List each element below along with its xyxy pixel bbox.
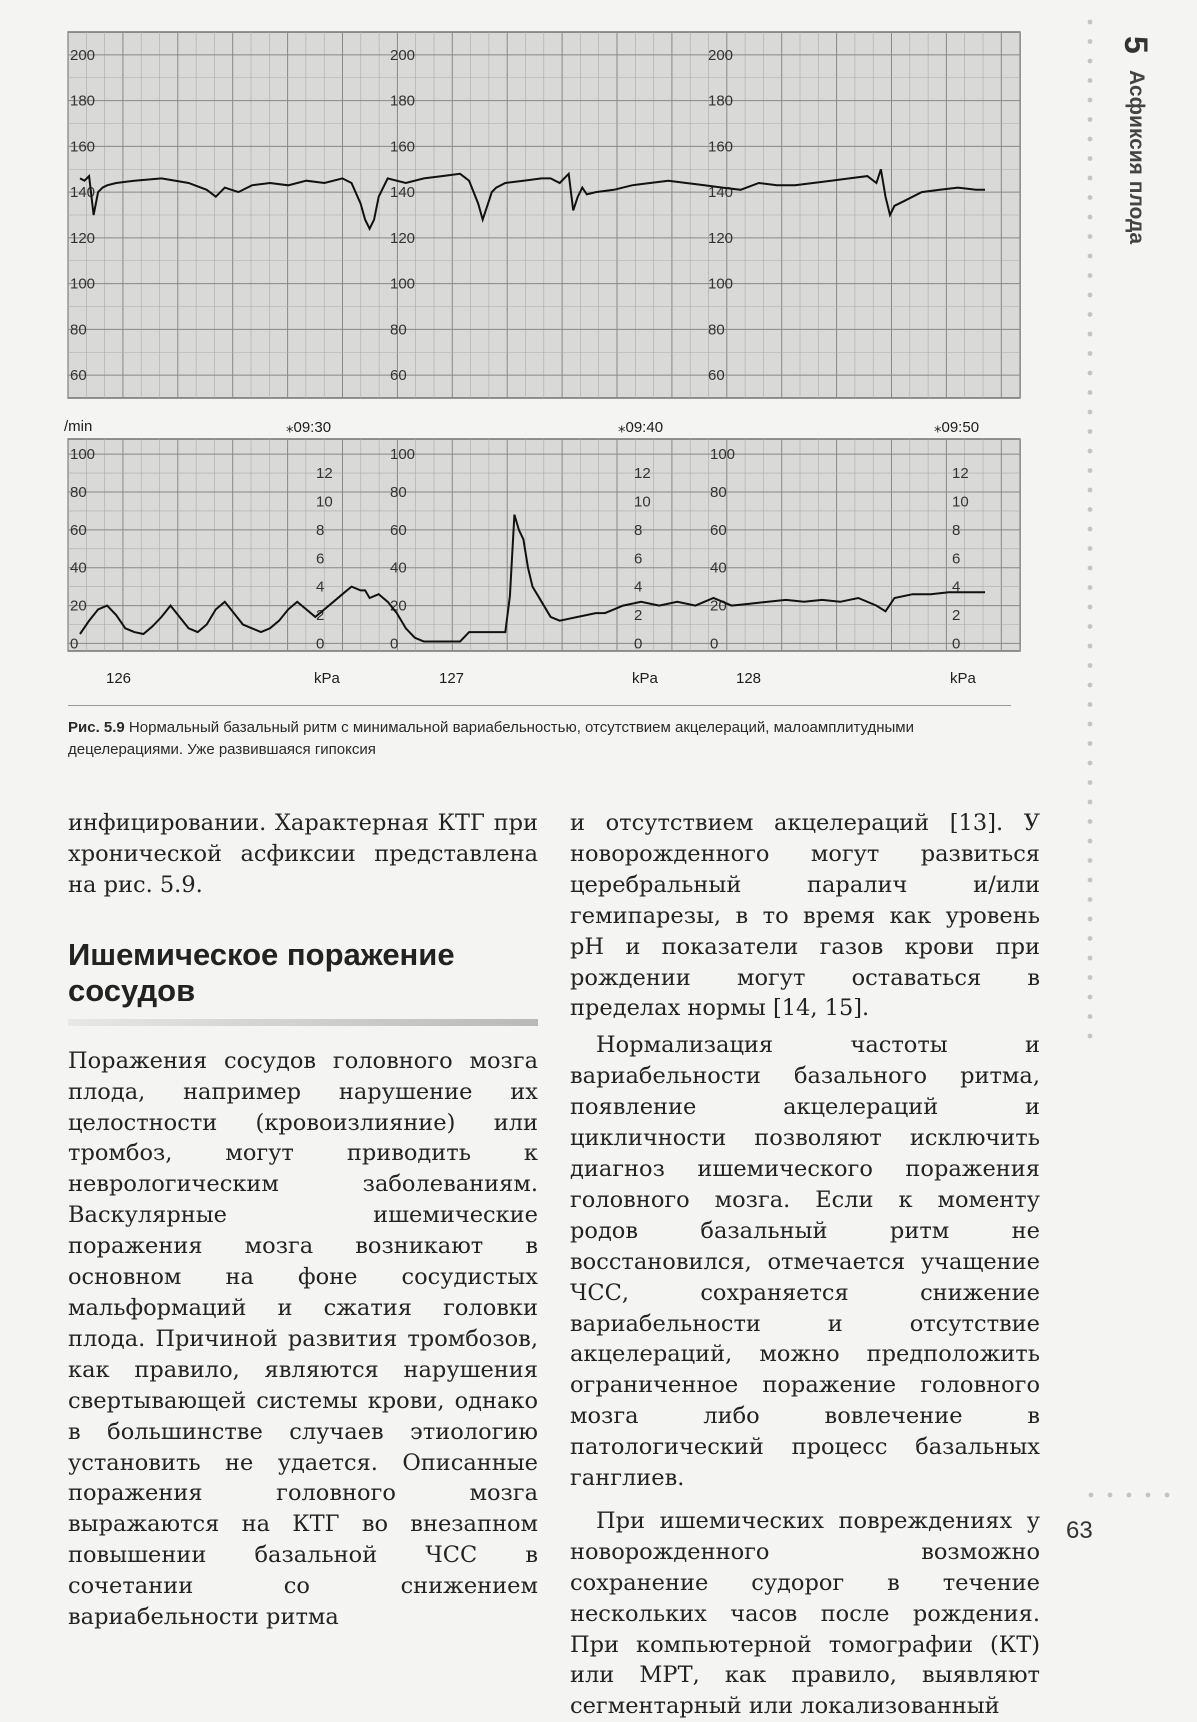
kpa-tick-label: 8 [952, 521, 961, 539]
margin-dot [1088, 780, 1093, 785]
y-tick-label: 80 [390, 321, 407, 339]
kpa-tick-label: 8 [316, 521, 325, 539]
y-tick-label: 160 [390, 138, 416, 156]
chapter-number: 5 [1118, 36, 1154, 54]
y-tick-label: 0 [390, 635, 399, 653]
margin-dot [1088, 273, 1093, 278]
kpa-tick-label: 12 [952, 465, 969, 483]
footer-dot [1089, 1493, 1094, 1498]
margin-dot [1088, 488, 1093, 493]
footer-dot [1108, 1493, 1113, 1498]
paragraph: При ишемических повреждениях у новорожденного возможно сохранение судорог в течение нескольких часов после рождения. При компьютерной томографии (КТ) или МРТ, как правило, выявляют сегментарный или локализованный [570, 1507, 1040, 1720]
margin-dot [1088, 332, 1093, 337]
margin-dot [1088, 683, 1093, 688]
margin-dot [1088, 663, 1093, 668]
axis-label: kPa [632, 670, 658, 687]
y-tick-label: 100 [390, 446, 416, 464]
y-tick-label: 60 [70, 367, 87, 385]
y-tick-label: 80 [710, 484, 727, 501]
y-tick-label: 20 [390, 597, 407, 615]
unit-label: /min [64, 418, 93, 435]
chapter-marker [1118, 30, 1158, 260]
kpa-tick-label: 8 [634, 521, 643, 539]
margin-dot [1088, 761, 1093, 766]
y-tick-label: 0 [710, 635, 719, 653]
footer-dot [1165, 1493, 1170, 1498]
y-tick-label: 60 [390, 367, 407, 385]
axis-label: 126 [106, 670, 132, 687]
text-column-left [68, 808, 538, 1633]
margin-dot [1088, 585, 1093, 590]
y-tick-label: 200 [70, 46, 96, 64]
caption-label: Рис. 5.9 [68, 719, 125, 736]
margin-dot [1088, 800, 1093, 805]
margin-dot [1088, 858, 1093, 863]
footer-dot [1146, 1493, 1151, 1498]
margin-dot [1088, 371, 1093, 376]
margin-dot [1088, 1034, 1093, 1039]
y-tick-label: 100 [708, 275, 734, 293]
paragraph: Нормализация частоты и вариабельности базального ритма, появление акцелераций и цикличности позволяют исключить диагноз ишемического поражения головного мозга. Если к моменту родов базальный ритм не восстановился, отмечается учащение ЧСС, сохраняется снижение вариабельности и отсутствие акцелераций, можно предположить ограниченное поражение головного мозга либо вовлечение в патологический процесс базальных ганглиев. [570, 1032, 1040, 1492]
y-tick-label: 60 [708, 367, 725, 385]
kpa-tick-label: 6 [316, 550, 325, 568]
y-tick-label: 80 [390, 484, 407, 501]
y-tick-label: 160 [708, 138, 734, 156]
y-tick-label: 100 [390, 275, 416, 293]
y-tick-label: 80 [70, 484, 87, 501]
page-number: 63 [1066, 1517, 1093, 1544]
kpa-tick-label: 0 [952, 635, 961, 653]
ctg-uterine-activity-panel [60, 437, 1032, 667]
margin-dot [1088, 176, 1093, 181]
y-tick-label: 180 [390, 92, 416, 110]
y-tick-label: 60 [710, 521, 727, 539]
margin-dot [1088, 897, 1093, 902]
kpa-tick-label: 10 [952, 493, 969, 511]
margin-dot [1088, 507, 1093, 512]
kpa-tick-label: 6 [634, 550, 643, 568]
y-tick-label: 40 [710, 559, 727, 577]
caption-rule [68, 705, 1011, 706]
margin-dot [1088, 975, 1093, 980]
y-tick-label: 140 [70, 184, 96, 202]
margin-dot [1088, 410, 1093, 415]
margin-dot [1088, 917, 1093, 922]
kpa-tick-label: 0 [316, 635, 325, 653]
kpa-tick-label: 2 [952, 607, 961, 625]
margin-dot [1088, 566, 1093, 571]
kpa-tick-label: 2 [634, 607, 643, 625]
kpa-tick-label: 4 [316, 578, 325, 596]
y-tick-label: 120 [708, 229, 734, 247]
y-tick-label: 200 [708, 46, 734, 64]
y-tick-label: 20 [70, 597, 87, 615]
margin-dot [1088, 741, 1093, 746]
heading-rule [68, 1019, 538, 1026]
y-tick-label: 140 [390, 184, 416, 202]
y-tick-label: 20 [710, 597, 727, 615]
axis-label: kPa [950, 670, 976, 687]
y-tick-label: 140 [708, 184, 734, 202]
time-mark: ⁎09:50 [934, 419, 980, 436]
margin-dot [1088, 644, 1093, 649]
kpa-tick-label: 4 [634, 578, 643, 596]
figure-caption [68, 717, 1018, 761]
margin-dot [1088, 878, 1093, 883]
margin-dot [1088, 956, 1093, 961]
ctg-bottom-axis-labels [64, 670, 1032, 688]
margin-dot [1088, 234, 1093, 239]
margin-dot [1088, 702, 1093, 707]
kpa-tick-label: 6 [952, 550, 961, 568]
margin-dot [1088, 527, 1093, 532]
section-heading: Ишемическое поражение сосудов [68, 936, 455, 1008]
margin-dot [1088, 117, 1093, 122]
margin-dot [1088, 429, 1093, 434]
y-tick-label: 100 [70, 446, 96, 464]
y-tick-label: 40 [70, 559, 87, 577]
margin-dot [1088, 293, 1093, 298]
y-tick-label: 180 [70, 92, 96, 110]
ctg-heart-rate-panel [60, 30, 1032, 410]
y-tick-label: 180 [708, 92, 734, 110]
margin-dot [1088, 195, 1093, 200]
time-mark: ⁎09:30 [286, 419, 332, 436]
margin-dot [1088, 936, 1093, 941]
y-tick-label: 100 [70, 275, 96, 293]
y-tick-label: 40 [390, 559, 407, 577]
y-tick-label: 60 [390, 521, 407, 539]
margin-dot [1088, 215, 1093, 220]
margin-dot [1088, 995, 1093, 1000]
y-tick-label: 200 [390, 46, 416, 64]
margin-dot [1088, 156, 1093, 161]
margin-dot [1088, 254, 1093, 259]
kpa-tick-label: 4 [952, 578, 961, 596]
margin-dot [1088, 449, 1093, 454]
margin-dot [1088, 137, 1093, 142]
kpa-tick-label: 10 [634, 493, 651, 511]
y-tick-label: 80 [70, 321, 87, 339]
margin-dot [1088, 605, 1093, 610]
axis-label: 128 [736, 670, 762, 687]
y-tick-label: 100 [710, 446, 736, 464]
margin-dot [1088, 39, 1093, 44]
y-tick-label: 0 [70, 635, 79, 653]
y-tick-label: 120 [70, 229, 96, 247]
margin-dot [1088, 546, 1093, 551]
axis-label: 127 [439, 670, 465, 687]
margin-dot [1088, 1014, 1093, 1019]
margin-dot-column [1080, 10, 1100, 1050]
margin-dot [1088, 722, 1093, 727]
y-tick-label: 80 [708, 321, 725, 339]
kpa-tick-label: 2 [316, 607, 325, 625]
margin-dot [1088, 390, 1093, 395]
paragraph: и отсутствием акцелераций [13]. У новорожденного могут развиться церебральный паралич и/или гемипарезы, в то время как уровень pH и показатели газов крови при рождении могут оставаться в пределах нормы [14, 15]. [570, 810, 1040, 1022]
kpa-tick-label: 0 [634, 635, 643, 653]
margin-dot [1088, 20, 1093, 25]
margin-dot [1088, 624, 1093, 629]
paragraph: Поражения сосудов головного мозга плода, например нарушение их целостности (кровоизлияние) или тромбоз, могут приводить к неврологическим заболеваниям. Васкулярные ишемические поражения мозга возникают в основном на фоне сосудистых мальформаций и сжатия головки плода. Причиной развития тромбозов, как правило, являются нарушения свертывающей системы крови, однако в большинстве случаев этиологию установить не удается. Описанные поражения головного мозга выражаются на КТГ во внезапном повышении базальной ЧСС в сочетании со снижением вариабельности ритма [68, 1047, 538, 1631]
time-mark: ⁎09:40 [618, 419, 664, 436]
text-column-right [570, 808, 1040, 1722]
margin-dot [1088, 839, 1093, 844]
y-tick-label: 60 [70, 521, 87, 539]
footer-dot-row [1085, 1488, 1175, 1502]
kpa-tick-label: 12 [316, 465, 333, 483]
caption-text: Нормальный базальный ритм с минимальной вариабельностью, отсутствием акцелераций, малоамплитудными децелерациями. Уже развившаяся гипоксия [68, 719, 914, 758]
kpa-tick-label: 10 [316, 493, 333, 511]
margin-dot [1088, 78, 1093, 83]
kpa-tick-label: 12 [634, 465, 651, 483]
y-tick-label: 160 [70, 138, 96, 156]
margin-dot [1088, 468, 1093, 473]
chapter-title: Асфиксия плода [1125, 70, 1148, 245]
margin-dot [1088, 819, 1093, 824]
margin-dot [1088, 312, 1093, 317]
y-tick-label: 120 [390, 229, 416, 247]
margin-dot [1088, 98, 1093, 103]
footer-dot [1127, 1493, 1132, 1498]
axis-label: kPa [314, 670, 340, 687]
ctg-time-axis [64, 418, 1032, 436]
margin-dot [1088, 59, 1093, 64]
paragraph: инфицировании. Характерная КТГ при хронической асфиксии представлена на рис. 5.9. [68, 810, 538, 898]
margin-dot [1088, 351, 1093, 356]
